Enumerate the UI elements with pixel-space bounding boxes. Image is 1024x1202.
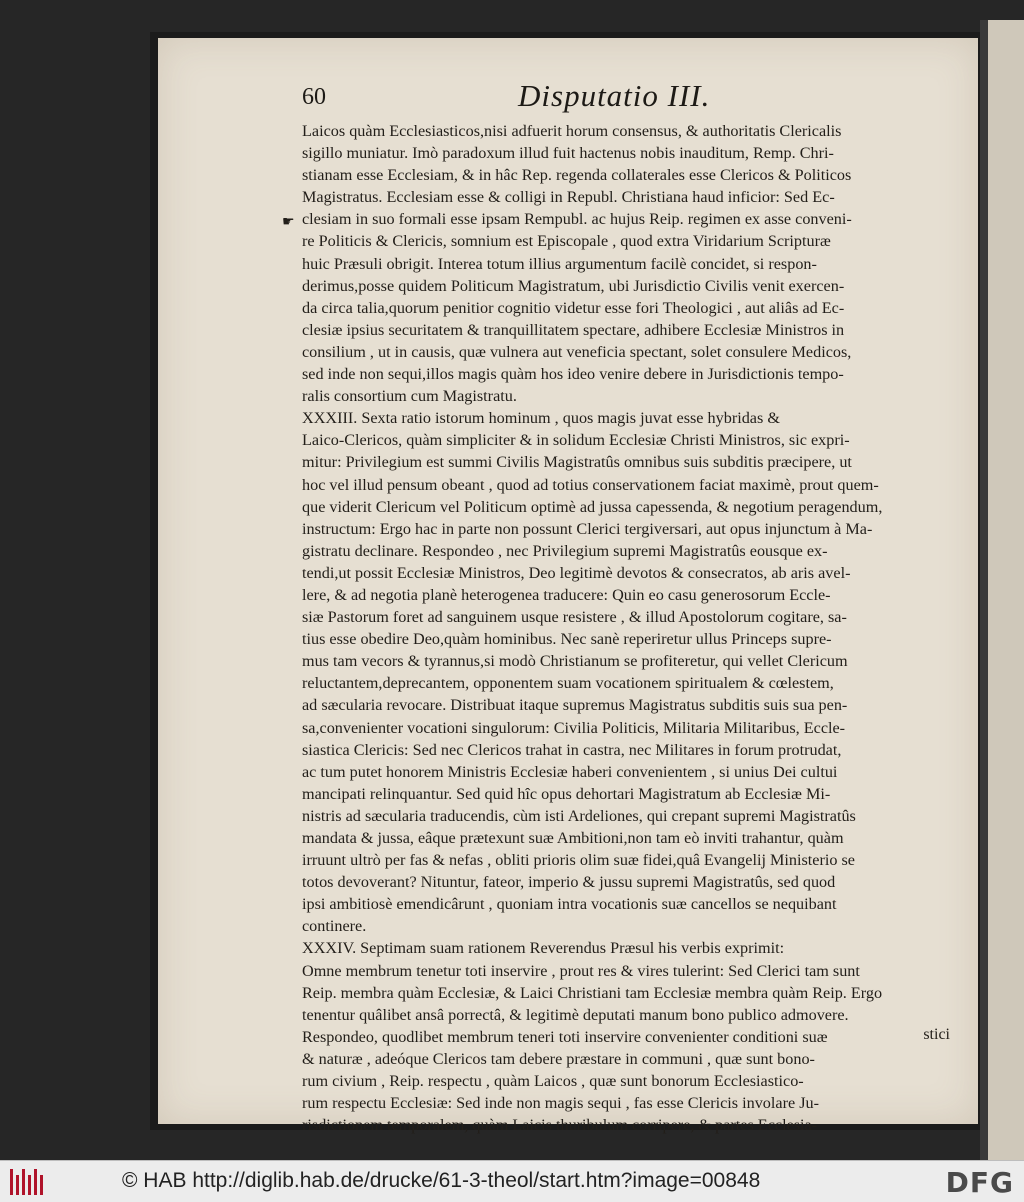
text-line: sed inde non sequi,illos magis quàm hos ideo venire debere in Jurisdictionis tempo- bbox=[302, 365, 844, 384]
page-number: 60 bbox=[302, 84, 326, 110]
text-line: sigillo muniatur. Imò paradoxum illud fuit hactenus nobis inauditum, Remp. Chri- bbox=[302, 144, 834, 163]
text-line: ac tum putet honorem Ministris Ecclesiæ haberi convenientem , si unius Dei cultui bbox=[302, 762, 838, 781]
text-line: Reip. membra quàm Ecclesiæ, & Laici Christiani tam Ecclesiæ membra quàm Reip. Ergo bbox=[302, 983, 883, 1002]
text-line: siæ Pastorum foret ad sanguinem usque resistere , & illud Apostolorum cogitare, sa- bbox=[302, 608, 847, 627]
text-line: Respondeo, quodlibet membrum teneri toti inservire convenienter conditioni suæ bbox=[302, 1027, 828, 1046]
text-line: mancipati relinquantur. Sed quid hîc opus dehortari Magistratum ab Ecclesiæ Mi- bbox=[302, 784, 831, 803]
footer-bar bbox=[0, 1160, 1024, 1202]
text-line: XXXIV. Septimam suam rationem Reverendus Præsul his verbis exprimit: bbox=[302, 939, 785, 958]
text-line: stianam esse Ecclesiam, & in hâc Rep. regenda collaterales esse Clericos & Politicos bbox=[302, 166, 852, 185]
text-line: XXXIII. Sexta ratio istorum hominum , quos magis juvat esse hybridas & bbox=[302, 409, 780, 428]
body-text bbox=[302, 120, 950, 1136]
text-line: Omne membrum tenetur toti inservire , prout res & vires tulerint: Sed Clerici tam sunt bbox=[302, 961, 860, 980]
text-line: Laicos quàm Ecclesiasticos,nisi adfuerit horum consensus, & authoritatis Clericalis bbox=[302, 122, 842, 140]
catchword: stici bbox=[923, 1026, 950, 1043]
text-line: continere. bbox=[302, 917, 367, 936]
text-line: derimus,posse quidem Politicum Magistratum, ubi Jurisdictio Civilis venit exercen- bbox=[302, 276, 845, 295]
text-line: lere, & ad negotia planè heterogenea traducere: Quin eo casu generosorum Eccle- bbox=[302, 585, 831, 604]
text-line: da circa talia,quorum penitior cognitio videtur esse fori Theologici , aut aliâs ad Ec- bbox=[302, 298, 845, 317]
text-line: ralis consortium cum Magistratu. bbox=[302, 387, 517, 406]
text-line: Laico-Clericos, quàm simpliciter & in solidum Ecclesiæ Christi Ministros, sic expri- bbox=[302, 431, 850, 450]
text-line: totos devoverant? Nituntur, fateor, imperio & jussu supremi Magistratûs, sed quod bbox=[302, 873, 836, 892]
text-line: rum respectu Ecclesiæ: Sed inde non magis sequi , fas esse Clericis involare Ju- bbox=[302, 1094, 819, 1113]
hab-logo-icon bbox=[10, 1167, 46, 1195]
text-line: tenentur quâlibet ansâ porrectâ, & legitimè deputati manum bono publico admovere. bbox=[302, 1005, 849, 1024]
text-line: rum civium , Reip. respectu , quàm Laicos , quæ sunt bonorum Ecclesiastico- bbox=[302, 1072, 804, 1091]
text-line: & naturæ , adeóque Clericos tam debere præstare in communi , quæ sunt bono- bbox=[302, 1049, 815, 1068]
text-line: ipsi ambitiosè emendicârunt , quoniam intra vocationis suæ cancellos se nequibant bbox=[302, 895, 837, 914]
text-line: clesiam in suo formali esse ipsam Rempubl. ac hujus Reip. regimen ex asse conveni- bbox=[302, 210, 852, 229]
text-line: re Politicis & Clericis, somnium est Episcopale , quod extra Viridarium Scripturæ bbox=[302, 232, 831, 251]
book-page bbox=[158, 38, 978, 1135]
text-line: instructum: Ergo hac in parte non possunt Clerici tergiversari, aut opus injunctum à Ma- bbox=[302, 519, 873, 538]
text-line: clesiæ ipsius securitatem & tranquillitatem spectare, adhibere Ecclesiæ Ministros in bbox=[302, 320, 845, 339]
text-line: huic Præsuli obrigit. Interea totum illius argumentum facilè concidet, si respon- bbox=[302, 254, 817, 273]
gutter bbox=[980, 20, 988, 1160]
text-line: Magistratus. Ecclesiam esse & colligi in Republ. Christiana haud inficior: Sed Ec- bbox=[302, 188, 835, 207]
text-line: hoc vel illud pensum obeant , quod ad totius conservationem faciat maximè, prout quem- bbox=[302, 475, 879, 494]
text-line: nistris ad sæcularia traducendis, cùm isti Ardeliones, qui crepant supremi Magistratûs bbox=[302, 806, 856, 825]
text-line: gistratu declinare. Respondeo , nec Privilegium supremi Magistratûs eousque ex- bbox=[302, 541, 828, 560]
text-line: ad sæcularia revocare. Distribuat itaque supremus Magistratus subditis suis sua pen- bbox=[302, 696, 848, 715]
text-line: consilium , ut in causis, quæ vulnera aut veneficia spectant, solet consulere Medicos, bbox=[302, 342, 852, 361]
text-line: risdictionem temporalem, quàm Laicis thuribulum corripere, & partes Ecclesia- bbox=[302, 1116, 818, 1135]
text-line: que viderit Clericum vel Politicum optimè ad jussa capessenda, & negotium peragendum, bbox=[302, 497, 883, 516]
text-line: tendi,ut possit Ecclesiæ Ministros, Deo legitimè devotos & consecratos, ab aris avel- bbox=[302, 563, 851, 582]
running-title: Disputatio III. bbox=[518, 78, 711, 113]
margin-hand-icon: ☛ bbox=[282, 215, 295, 230]
text-line: reluctantem,deprecantem, opponentem suam vocationem spiritualem & cœlestem, bbox=[302, 674, 834, 693]
text-line: mandata & jussa, eâque prætexunt suæ Ambitioni,non tam eò inviti trahantur, quàm bbox=[302, 829, 844, 847]
page-header bbox=[158, 78, 978, 118]
text-line: mus tam vecors & tyrannus,si modò Christianum se profiteretur, qui vellet Clericum bbox=[302, 652, 848, 671]
facing-page-edge bbox=[988, 20, 1024, 1160]
text-line: irruunt ultrò per fas & nefas , obliti prioris olim suæ fidei,quâ Evangelij Ministerio se bbox=[302, 851, 855, 870]
text-line: siastica Clericis: Sed nec Clericos trahat in castra, nec Militares in forum protrudat, bbox=[302, 740, 842, 759]
text-line: sa,convenienter vocationi singulorum: Civilia Politicis, Militaria Militaribus, Eccle- bbox=[302, 718, 846, 737]
copyright-url-text[interactable]: © HAB http://diglib.hab.de/drucke/61-3-theol/start.htm?image=00848 bbox=[122, 1169, 761, 1192]
text-line: tius esse obedire Deo,quàm hominibus. Nec sanè reperiretur ullus Princeps supre- bbox=[302, 630, 832, 649]
text-line: mitur: Privilegium est summi Civilis Magistratûs omnibus suis subditis præcipere, ut bbox=[302, 453, 852, 472]
dfg-logo: DFG bbox=[945, 1166, 1014, 1199]
